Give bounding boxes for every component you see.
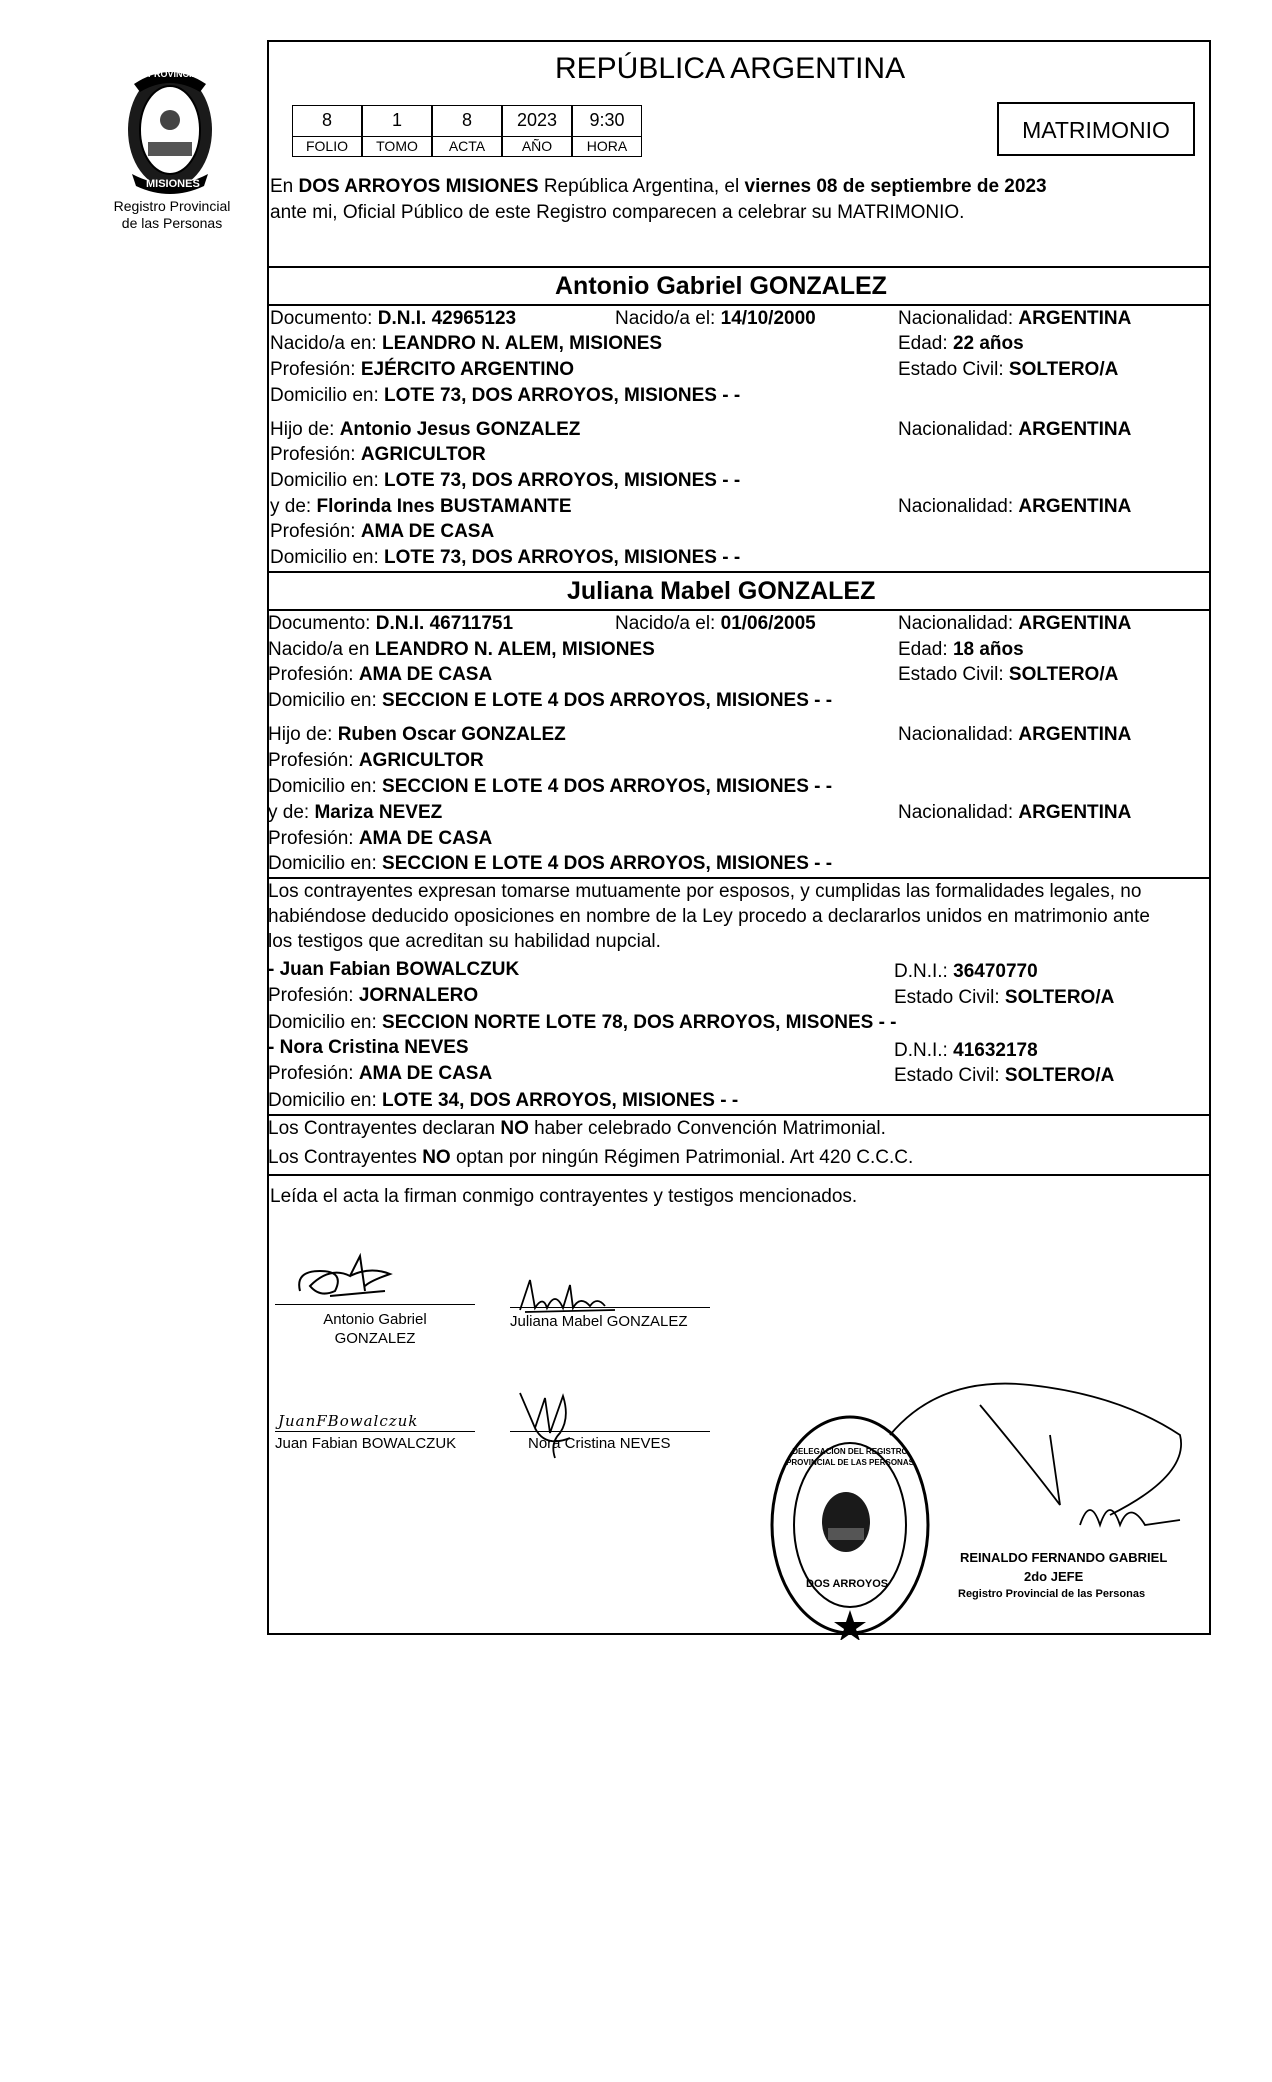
value: D.N.I. 42965123 — [377, 308, 517, 329]
bride-mother — [268, 802, 442, 824]
witness2-caption: Nora Cristina NEVES — [528, 1435, 671, 1452]
intro-prefix: En — [270, 176, 294, 197]
witness2-dom — [268, 1090, 738, 1112]
bride-father-prof — [268, 750, 484, 772]
divider — [267, 609, 1211, 611]
intro-line-2: ante mi, Oficial Público de este Registro comparecen a celebrar su MATRIMONIO. — [270, 202, 965, 223]
groom-dom — [270, 385, 740, 407]
value: SECCION E LOTE 4 DOS ARROYOS, MISIONES - - — [382, 690, 833, 711]
label: Nacionalidad: — [898, 419, 1014, 440]
label: y de: — [268, 802, 310, 823]
groom-father-dom — [270, 470, 740, 492]
label: Profesión: — [268, 985, 354, 1006]
divider — [267, 266, 1211, 268]
value: LOTE 34, DOS ARROYOS, MISIONES - - — [382, 1090, 739, 1111]
witness1-name: - Juan Fabian BOWALCZUK — [268, 959, 520, 980]
value: ARGENTINA — [1018, 613, 1132, 634]
folio-label: FOLIO — [292, 137, 362, 157]
acta-value: 8 — [432, 105, 502, 137]
closing-text: Leída el acta la firman conmigo contrayentes y testigos mencionados. — [270, 1186, 858, 1207]
label: Domicilio en: — [268, 1090, 377, 1111]
value: LEANDRO N. ALEM, MISIONES — [381, 333, 663, 354]
label: D.N.I.: — [894, 1040, 948, 1061]
value: Mariza NEVEZ — [314, 802, 443, 823]
value: 18 años — [952, 639, 1024, 660]
groom-prof — [270, 359, 574, 381]
groom-age — [898, 333, 1024, 355]
label: Estado Civil: — [898, 664, 1004, 685]
intro-date: viernes 08 de septiembre de 2023 — [744, 176, 1047, 197]
groom-mother — [270, 496, 572, 518]
groom-father-prof — [270, 444, 486, 466]
witness2-civil — [894, 1065, 1114, 1087]
label: Documento: — [270, 308, 373, 329]
bride-dom — [268, 690, 832, 712]
witness2-prof — [268, 1063, 492, 1085]
value: AMA DE CASA — [360, 521, 495, 542]
label: Profesión: — [270, 521, 356, 542]
witness1-handwriting: JuanFBowalczuk — [278, 1412, 419, 1430]
official-signature — [880, 1375, 1210, 1545]
caption-line: Antonio Gabriel — [323, 1311, 427, 1328]
official-org: Registro Provincial de las Personas — [958, 1588, 1146, 1600]
groom-nat — [898, 308, 1131, 330]
label: Nacionalidad: — [898, 802, 1014, 823]
value: SOLTERO/A — [1004, 987, 1115, 1008]
label: Nacido/a el: — [615, 613, 716, 634]
hour-value: 9:30 — [572, 105, 642, 137]
value: EJÉRCITO ARGENTINO — [360, 359, 575, 380]
logo-seal-top-text: PROVINCIA DE — [148, 69, 213, 79]
label: Profesión: — [270, 359, 356, 380]
label: Estado Civil: — [894, 987, 1000, 1008]
label: Estado Civil: — [898, 359, 1004, 380]
groom-signature — [290, 1236, 440, 1306]
bride-caption: Juliana Mabel GONZALEZ — [510, 1313, 688, 1330]
bride-father-nat — [898, 724, 1131, 746]
value: AMA DE CASA — [358, 664, 493, 685]
groom-caption — [285, 1310, 465, 1348]
value: 01/06/2005 — [720, 613, 816, 634]
value: 22 años — [952, 333, 1024, 354]
logo-label — [72, 198, 272, 232]
text: haber celebrado Convención Matrimonial. — [534, 1118, 886, 1139]
value: SOLTERO/A — [1008, 664, 1119, 685]
value: 36470770 — [953, 961, 1038, 982]
label: Edad: — [898, 333, 948, 354]
official-title: 2do JEFE — [1024, 1569, 1084, 1584]
value: LEANDRO N. ALEM, MISIONES — [374, 639, 655, 660]
label: Domicilio en: — [270, 547, 379, 568]
value: Antonio Jesus GONZALEZ — [339, 419, 581, 440]
label: Domicilio en: — [270, 470, 379, 491]
province-logo — [100, 62, 240, 197]
record-type-box — [997, 102, 1195, 156]
caption-line: GONZALEZ — [334, 1330, 416, 1347]
label: Nacido/a el: — [615, 308, 716, 329]
declaration-line-2: habiéndose deducido oposiciones en nombre de la Ley procedo a declararlos unidos en matrimonio ante — [268, 906, 1150, 927]
value: Ruben Oscar GONZALEZ — [337, 724, 566, 745]
text: Los Contrayentes — [268, 1147, 417, 1168]
witness1-civil — [894, 987, 1114, 1009]
stamp-ring-text: DELEGACION DEL REGISTRO PROVINCIAL DE LAS PERSONAS — [786, 1447, 914, 1467]
label: Profesión: — [268, 664, 354, 685]
signature-line — [275, 1304, 475, 1305]
year-label: AÑO — [502, 137, 572, 157]
value: SECCION E LOTE 4 DOS ARROYOS, MISIONES - - — [382, 853, 833, 874]
label: Domicilio en: — [268, 853, 377, 874]
folio-value: 8 — [292, 105, 362, 137]
label: Profesión: — [270, 444, 356, 465]
label: Domicilio en: — [270, 385, 379, 406]
bride-name: Juliana Mabel GONZALEZ — [567, 577, 876, 605]
signature-line — [510, 1431, 710, 1432]
groom-father — [270, 419, 580, 441]
declaration-line-1: Los contrayentes expresan tomarse mutuamente por esposos, y cumplidas las formalidades legales, no — [268, 881, 1142, 902]
bride-doc — [268, 613, 513, 635]
label: Hijo de: — [270, 419, 335, 440]
value: Florinda Ines BUSTAMANTE — [316, 496, 572, 517]
signature-line — [510, 1307, 710, 1308]
bride-prof — [268, 664, 492, 686]
intro-place: DOS ARROYOS MISIONES — [298, 176, 539, 197]
groom-birthplace — [270, 333, 662, 355]
divider — [267, 1114, 1211, 1116]
value: SOLTERO/A — [1004, 1065, 1115, 1086]
value: SECCION E LOTE 4 DOS ARROYOS, MISIONES - - — [382, 776, 833, 797]
value: SECCION NORTE LOTE 78, DOS ARROYOS, MISONES - - — [382, 1012, 897, 1033]
label: Domicilio en: — [268, 1012, 377, 1033]
label: Hijo de: — [268, 724, 333, 745]
groom-doc — [270, 308, 516, 330]
text: Los Contrayentes declaran — [268, 1118, 496, 1139]
bride-age — [898, 639, 1024, 661]
groom-name: Antonio Gabriel GONZALEZ — [555, 272, 887, 300]
witness2-name: - Nora Cristina NEVES — [268, 1037, 469, 1058]
groom-civil — [898, 359, 1118, 381]
label: Nacionalidad: — [898, 496, 1014, 517]
label: Edad: — [898, 639, 948, 660]
label: D.N.I.: — [894, 961, 948, 982]
value: AMA DE CASA — [358, 828, 493, 849]
divider — [267, 571, 1211, 573]
bride-mother-nat — [898, 802, 1131, 824]
value: LOTE 73, DOS ARROYOS, MISIONES - - — [384, 547, 741, 568]
emphasis: NO — [500, 1118, 529, 1139]
value: D.N.I. 46711751 — [375, 613, 514, 634]
label: Profesión: — [268, 750, 354, 771]
value: LOTE 73, DOS ARROYOS, MISIONES - - — [384, 385, 741, 406]
value: ARGENTINA — [1018, 802, 1132, 823]
label: Nacionalidad: — [898, 308, 1014, 329]
bride-born — [615, 613, 816, 635]
value: LOTE 73, DOS ARROYOS, MISIONES - - — [384, 470, 741, 491]
bride-father-dom — [268, 776, 832, 798]
year-value: 2023 — [502, 105, 572, 137]
value: AGRICULTOR — [358, 750, 484, 771]
value: JORNALERO — [358, 985, 479, 1006]
groom-father-nat — [898, 419, 1131, 441]
intro-line-1 — [270, 176, 1047, 198]
bride-birthplace — [268, 639, 655, 661]
bride-nat — [898, 613, 1131, 635]
bride-father — [268, 724, 566, 746]
bride-mother-prof — [268, 828, 492, 850]
tomo-label: TOMO — [362, 137, 432, 157]
witness1-prof — [268, 985, 478, 1007]
hour-label: HORA — [572, 137, 642, 157]
groom-mother-nat — [898, 496, 1131, 518]
divider — [267, 304, 1211, 306]
value: AGRICULTOR — [360, 444, 486, 465]
record-type: MATRIMONIO — [1022, 117, 1170, 143]
witness1-dom — [268, 1012, 897, 1034]
witness2-dni — [894, 1040, 1038, 1062]
convention-line-2 — [268, 1147, 913, 1169]
groom-born — [615, 308, 816, 330]
value: ARGENTINA — [1018, 496, 1132, 517]
groom-mother-dom — [270, 547, 740, 569]
signature-line — [275, 1431, 475, 1432]
witness1-dni — [894, 961, 1038, 983]
label: Nacido/a en: — [270, 333, 377, 354]
value: ARGENTINA — [1018, 419, 1132, 440]
intro-mid: República Argentina, el — [543, 176, 740, 197]
value: ARGENTINA — [1018, 308, 1132, 329]
bride-mother-dom — [268, 853, 832, 875]
bride-civil — [898, 664, 1118, 686]
text: optan por ningún Régimen Patrimonial. Art 420 C.C.C. — [455, 1147, 914, 1168]
emphasis: NO — [422, 1147, 451, 1168]
stamp-inner-text: DOS ARROYOS — [806, 1578, 889, 1590]
tomo-value: 1 — [362, 105, 432, 137]
label: Domicilio en: — [268, 690, 377, 711]
groom-mother-prof — [270, 521, 494, 543]
country-title: REPÚBLICA ARGENTINA — [555, 52, 906, 85]
label: Profesión: — [268, 1063, 354, 1084]
acta-label: ACTA — [432, 137, 502, 157]
logo-label-line1: Registro Provincial — [113, 198, 231, 214]
divider — [267, 877, 1211, 879]
label: Profesión: — [268, 828, 354, 849]
label: Domicilio en: — [268, 776, 377, 797]
label: Nacionalidad: — [898, 613, 1014, 634]
declaration-line-3: los testigos que acreditan su habilidad nupcial. — [268, 931, 661, 952]
logo-label-line2: de las Personas — [121, 215, 223, 231]
label: Estado Civil: — [894, 1065, 1000, 1086]
label: Nacido/a en — [268, 639, 370, 660]
value: AMA DE CASA — [358, 1063, 493, 1084]
divider — [267, 1174, 1211, 1176]
value: 14/10/2000 — [720, 308, 816, 329]
label: Documento: — [268, 613, 371, 634]
witness2-signature — [515, 1388, 595, 1468]
convention-line-1 — [268, 1118, 886, 1140]
label: Nacionalidad: — [898, 724, 1014, 745]
label: y de: — [270, 496, 312, 517]
value: ARGENTINA — [1018, 724, 1132, 745]
value: 41632178 — [953, 1040, 1038, 1061]
witness1-caption: Juan Fabian BOWALCZUK — [275, 1435, 457, 1452]
logo-seal-bottom-text: MISIONES — [146, 178, 200, 190]
official-name: REINALDO FERNANDO GABRIEL — [960, 1550, 1168, 1565]
value: SOLTERO/A — [1008, 359, 1119, 380]
